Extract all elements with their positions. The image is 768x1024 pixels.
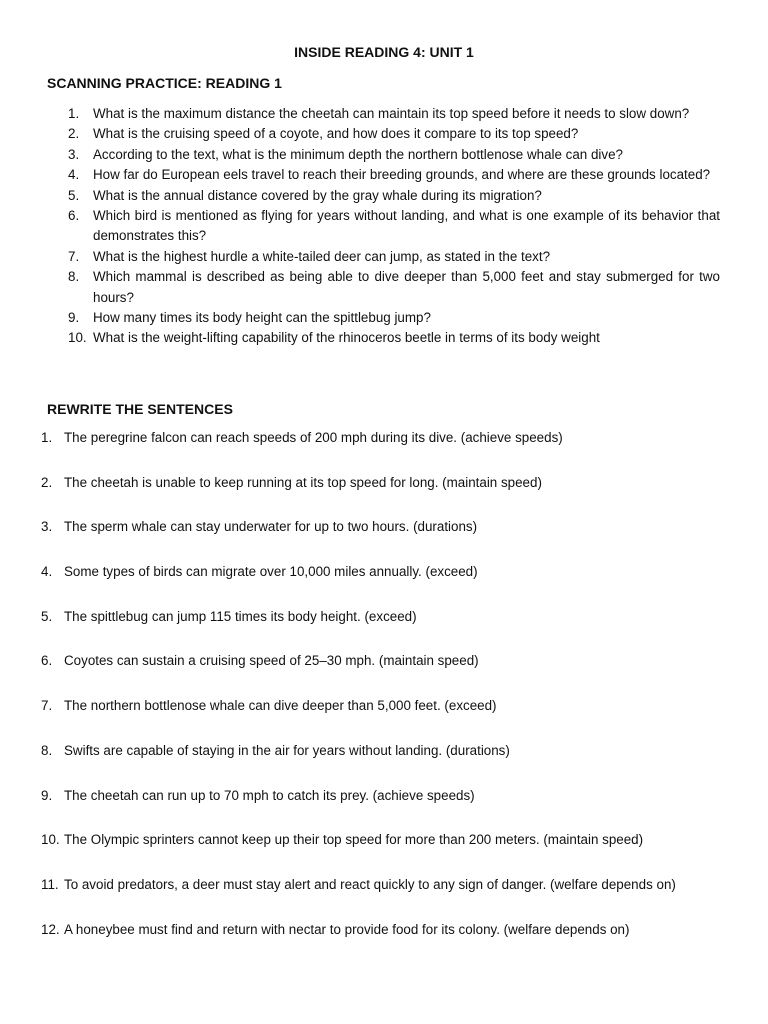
question-item xyxy=(68,165,720,185)
sentence-number: 1. xyxy=(41,430,53,445)
question-number: 7. xyxy=(68,248,80,264)
sentence-number: 10. xyxy=(41,832,60,848)
question-text: What is the maximum distance the cheetah can maintain its top speed before it needs to slow down? xyxy=(93,106,690,121)
question-number: 2. xyxy=(68,126,80,142)
question-number: 10. xyxy=(68,330,87,346)
sentence-text: Some types of birds can migrate over 10,000 miles annually. (exceed) xyxy=(64,564,478,580)
question-text: What is the weight-lifting capability of the rhinoceros beetle in terms of its body weight xyxy=(93,330,600,346)
sentence-item xyxy=(41,562,731,607)
sentence-item xyxy=(41,428,731,473)
sentence-number: 9. xyxy=(41,787,53,803)
document-title: INSIDE READING 4: UNIT 1 xyxy=(294,44,474,60)
sentence-item xyxy=(41,786,731,831)
sentence-text: Swifts are capable of staying in the air for years without landing. (durations) xyxy=(64,742,510,758)
sentence-item xyxy=(41,607,731,652)
question-text: What is the annual distance covered by the gray whale during its migration? xyxy=(93,187,542,203)
sentence-text: The cheetah is unable to keep running at its top speed for long. (maintain speed) xyxy=(64,474,542,490)
sentence-item xyxy=(41,830,731,875)
question-text: How far do European eels travel to reach their breeding grounds, and where are these grounds located? xyxy=(93,167,711,183)
sentence-text: The spittlebug can jump 115 times its body height. (exceed) xyxy=(64,608,417,624)
sentence-number: 7. xyxy=(41,698,53,714)
sentence-number: 11. xyxy=(41,876,59,892)
question-number: 8. xyxy=(68,269,80,285)
sentence-text: The cheetah can run up to 70 mph to catch its prey. (achieve speeds) xyxy=(64,787,475,803)
sentence-number: 8. xyxy=(41,742,53,758)
question-text: What is the highest hurdle a white-tailed deer can jump, as stated in the text? xyxy=(93,248,551,264)
question-item xyxy=(68,124,720,144)
sentence-item xyxy=(41,651,731,696)
question-item xyxy=(68,328,720,348)
sentence-text: The peregrine falcon can reach speeds of 200 mph during its dive. (achieve speeds) xyxy=(64,430,563,445)
sentence-text: The northern bottlenose whale can dive deeper than 5,000 feet. (exceed) xyxy=(64,698,497,714)
sentence-text: The Olympic sprinters cannot keep up their top speed for more than 200 meters. (maintain speed) xyxy=(64,832,644,848)
sentence-item xyxy=(41,741,731,786)
scanning-practice-heading: SCANNING PRACTICE: READING 1 xyxy=(47,75,282,91)
question-text: How many times its body height can the spittlebug jump? xyxy=(93,310,431,326)
sentence-item xyxy=(41,920,731,965)
question-number: 4. xyxy=(68,167,80,183)
sentence-item xyxy=(41,473,731,518)
question-text: What is the cruising speed of a coyote, and how does it compare to its top speed? xyxy=(93,126,579,142)
question-item xyxy=(68,104,720,124)
question-item xyxy=(68,186,720,206)
question-item xyxy=(68,267,720,308)
sentence-text: The sperm whale can stay underwater for up to two hours. (durations) xyxy=(64,519,478,535)
sentence-text: To avoid predators, a deer must stay alert and react quickly to any sign of danger. (welfare depends on) xyxy=(64,876,676,892)
sentence-number: 6. xyxy=(41,653,53,669)
question-item xyxy=(68,308,720,328)
question-number: 3. xyxy=(68,146,80,162)
sentence-item xyxy=(41,875,731,920)
scanning-question-list xyxy=(68,104,720,349)
sentence-number: 12. xyxy=(41,921,60,937)
question-number: 6. xyxy=(68,208,80,224)
sentence-number: 5. xyxy=(41,608,53,624)
question-number: 1. xyxy=(68,106,80,121)
question-item xyxy=(68,206,720,247)
sentence-number: 4. xyxy=(41,564,53,580)
question-item xyxy=(68,145,720,165)
sentence-text: A honeybee must find and return with nectar to provide food for its colony. (welfare depends on) xyxy=(64,921,630,937)
sentence-number: 2. xyxy=(41,474,53,490)
sentence-item xyxy=(41,517,731,562)
sentence-number: 3. xyxy=(41,519,53,535)
sentence-item xyxy=(41,696,731,741)
question-item xyxy=(68,247,720,267)
rewrite-sentences-heading: REWRITE THE SENTENCES xyxy=(47,401,233,417)
question-text: According to the text, what is the minimum depth the northern bottlenose whale can dive? xyxy=(93,146,623,162)
question-text: Which bird is mentioned as flying for years without landing, and what is one example of its behavior that demonstrates this? xyxy=(93,208,720,244)
sentence-text: Coyotes can sustain a cruising speed of 25–30 mph. (maintain speed) xyxy=(64,653,479,669)
question-text: Which mammal is described as being able to dive deeper than 5,000 feet and stay submerged for two hours? xyxy=(93,269,720,305)
rewrite-sentence-list xyxy=(41,428,731,964)
question-number: 5. xyxy=(68,187,80,203)
question-number: 9. xyxy=(68,310,80,326)
